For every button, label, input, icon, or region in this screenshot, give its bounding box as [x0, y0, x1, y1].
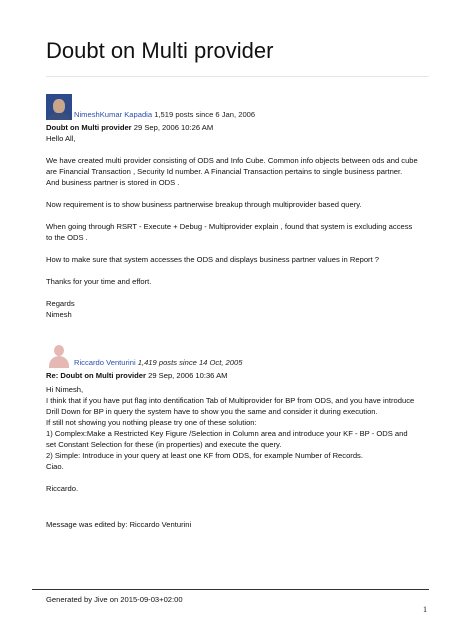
post-2-author-link[interactable]: Riccardo Venturini: [74, 358, 136, 367]
footer-divider: [32, 589, 429, 590]
post-2-line: If still not showing you nothing please try one of these solution:: [46, 418, 257, 427]
post-1-line: Regards: [46, 299, 75, 308]
post-1-author-link[interactable]: NimeshKumar Kapadia: [74, 110, 153, 119]
post-1-subject: Doubt on Multi provider: [46, 123, 132, 132]
post-2-author-line: [46, 340, 436, 368]
post-1-line: We have created multi provider consisting of ODS and Info Cube. Common info objects between ods and cube: [46, 156, 418, 165]
post-2-line: 2) Simple: Introduce in your query at least one KF from ODS, for example Number of Records.: [46, 451, 363, 460]
post-1-line: Hello All,: [46, 134, 76, 143]
default-avatar-icon[interactable]: [46, 342, 72, 368]
post-2-edited-note: Message was edited by: Riccardo Venturini: [46, 520, 192, 529]
post-1-date: 29 Sep, 2006 10:26 AM: [133, 123, 214, 132]
post-2-date: 29 Sep, 2006 10:36 AM: [148, 371, 228, 380]
post-1-line: Thanks for your time and effort.: [46, 277, 152, 286]
post-1-line: When going through RSRT - Execute + Debug - Multiprovider explain , found that system is excluding access: [46, 222, 413, 231]
post-2: [46, 340, 436, 530]
post-2-line: set Constant Selection for these (in properties) and execute the query.: [46, 440, 282, 449]
post-2-meta: 1,419 posts since 14 Oct, 2005: [137, 358, 243, 367]
post-1-line: Now requirement is to show business partnerwise breakup through multiprovider based query.: [46, 200, 362, 209]
post-1-line: are Financial Transaction , Security Id number. A Financial Transaction pertains to single business partner.: [46, 167, 403, 176]
user-photo-icon[interactable]: [46, 94, 72, 120]
post-2-body: [46, 381, 436, 530]
post-1-line: And business partner is stored in ODS .: [46, 178, 180, 187]
post-1-author-line: [46, 92, 436, 120]
post-1-line: to the ODS .: [46, 233, 88, 242]
title-divider: [46, 76, 429, 77]
post-2-line: 1) Complex:Make a Restricted Key Figure /Selection in Column area and introduce your KF - BP - ODS and: [46, 429, 408, 438]
footer-generated: Generated by Jive on 2015-09-03+02:00: [46, 595, 183, 604]
post-1-subject-line: [46, 122, 436, 133]
post-2-line: Ciao.: [46, 462, 64, 471]
post-2-line: I think that if you have put flag into dentification Tab of Multiprovider for BP from ODS, and you have introduce: [46, 396, 415, 405]
post-1-line: How to make sure that system accesses the ODS and displays business partner values in Report ?: [46, 255, 380, 264]
page-number: 1: [423, 605, 427, 614]
page-title: Doubt on Multi provider: [46, 38, 274, 63]
post-2-subject: Re: Doubt on Multi provider: [46, 371, 146, 380]
post-1-line: Nimesh: [46, 310, 72, 319]
post-1-meta: 1,519 posts since 6 Jan, 2006: [154, 110, 256, 119]
post-2-subject-line: [46, 370, 436, 381]
post-2-line: Riccardo.: [46, 484, 79, 493]
post-2-line: Hi Nimesh,: [46, 385, 84, 394]
post-1-body: [46, 133, 436, 320]
post-2-line: Drill Down for BP in query the system have to show you the same and consider it during execution.: [46, 407, 378, 416]
post-1: [46, 92, 436, 320]
